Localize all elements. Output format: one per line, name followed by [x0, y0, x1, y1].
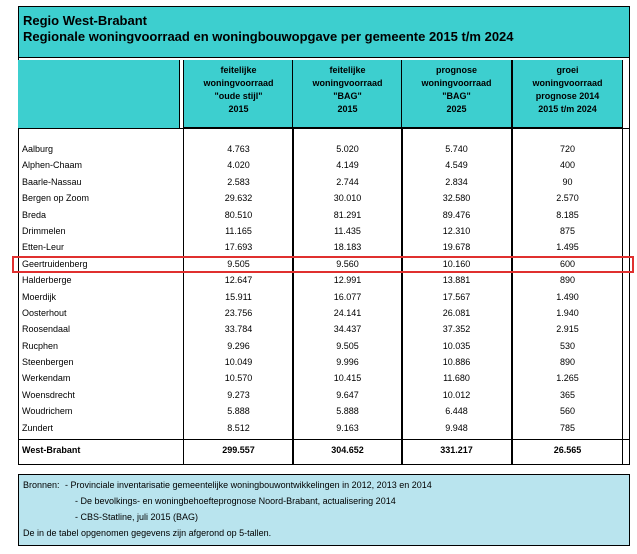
value-bag-2015: 5.020 — [336, 144, 359, 154]
value-oude-stijl: 11.165 — [225, 225, 252, 236]
column-header — [184, 60, 293, 128]
value-bag-2015: 4.149 — [336, 160, 359, 171]
value-prognose-2025: 12.310 — [442, 225, 471, 236]
value-groei: 400 — [559, 160, 576, 171]
value-oude-stijl: 9.505 — [227, 258, 250, 269]
value-groei: 720 — [559, 144, 576, 154]
header-line: 2025 — [446, 104, 467, 114]
value-groei: 560 — [559, 406, 576, 417]
value-groei: 890 — [559, 357, 576, 368]
value-prognose-2025: 26.081 — [442, 307, 471, 318]
table-row — [18, 338, 630, 354]
value-prognose-2025: 10.035 — [442, 340, 471, 351]
value-prognose-2025: 5.740 — [445, 144, 468, 154]
table-row — [18, 190, 630, 206]
value-oude-stijl: 12.647 — [224, 275, 253, 286]
sources-footer — [18, 474, 630, 546]
municipality-name: Zundert — [22, 422, 54, 433]
value-oude-stijl: 2.583 — [227, 176, 250, 187]
municipality-name: Werkendam — [22, 373, 71, 384]
value-oude-stijl: 5.888 — [227, 406, 250, 417]
value-prognose-2025: 2.834 — [445, 176, 468, 187]
header-line: 2015 — [337, 104, 358, 114]
value-prognose-2025: 89.476 — [442, 209, 471, 220]
value-prognose-2025: 11.680 — [443, 373, 470, 384]
total-groei: 26.565 — [553, 445, 582, 455]
header-line: 2015 t/m 2024 — [538, 104, 597, 114]
value-oude-stijl: 9.296 — [227, 340, 250, 351]
municipality-name: Oosterhout — [22, 307, 67, 318]
municipality-name: Roosendaal — [22, 324, 71, 335]
value-bag-2015: 24.141 — [333, 307, 362, 318]
value-bag-2015: 18.183 — [333, 242, 362, 253]
value-bag-2015: 16.077 — [333, 291, 362, 302]
header-divider — [18, 128, 630, 129]
table-row — [18, 223, 630, 239]
header-line: feitelijke — [329, 65, 366, 75]
value-bag-2015: 9.647 — [336, 389, 359, 400]
table-row — [18, 157, 630, 173]
header-line: woningvoorraad — [532, 78, 603, 88]
table-title-box — [18, 6, 630, 58]
municipality-name: Alphen-Chaam — [22, 160, 83, 171]
municipality-name: Bergen op Zoom — [22, 193, 90, 204]
municipality-name: Geertruidenberg — [22, 258, 88, 269]
column-header — [293, 60, 402, 128]
municipality-name: Aalburg — [22, 144, 54, 154]
value-groei: 2.915 — [556, 324, 579, 335]
value-prognose-2025: 9.948 — [445, 422, 468, 433]
value-oude-stijl: 8.512 — [227, 422, 250, 433]
value-oude-stijl: 4.020 — [227, 160, 250, 171]
table-row — [18, 420, 630, 436]
municipality-name: Baarle-Nassau — [22, 176, 82, 187]
total-oude-stijl: 299.557 — [222, 445, 255, 455]
value-groei: 365 — [559, 389, 576, 400]
header-line: woningvoorraad — [421, 78, 492, 88]
value-groei: 785 — [559, 422, 576, 433]
value-groei: 90 — [562, 176, 573, 187]
municipality-name: Etten-Leur — [22, 242, 65, 253]
header-line: prognose 2014 — [535, 91, 600, 101]
table-row — [18, 289, 630, 305]
value-oude-stijl: 10.570 — [224, 373, 253, 384]
municipality-name: Woudrichem — [22, 406, 73, 417]
table-row — [18, 239, 630, 255]
municipality-name: Halderberge — [22, 275, 72, 286]
header-line: woningvoorraad — [312, 78, 383, 88]
table-subtitle: Regionale woningvoorraad en woningbouwopgave per gemeente 2015 t/m 2024 — [23, 29, 514, 44]
value-groei: 8.185 — [556, 209, 579, 220]
municipality-name: Drimmelen — [22, 225, 66, 236]
municipality-name: Steenbergen — [22, 357, 74, 368]
table-row — [18, 207, 630, 223]
table-row — [18, 387, 630, 403]
value-prognose-2025: 10.160 — [442, 258, 471, 269]
header-line: feitelijke — [220, 65, 257, 75]
table-row — [18, 272, 630, 288]
value-bag-2015: 10.415 — [333, 373, 362, 384]
value-prognose-2025: 37.352 — [442, 324, 471, 335]
total-label: West-Brabant — [22, 445, 81, 455]
header-line: "oude stijl" — [214, 91, 263, 101]
source-line-3: - CBS-Statline, juli 2015 (BAG) — [75, 512, 199, 522]
total-divider — [18, 439, 630, 440]
municipality-name: Rucphen — [22, 340, 59, 351]
municipality-name: Moerdijk — [22, 291, 57, 302]
value-oude-stijl: 33.784 — [224, 324, 253, 335]
value-prognose-2025: 10.886 — [442, 357, 471, 368]
value-bag-2015: 30.010 — [333, 193, 362, 204]
header-line: prognose — [435, 65, 477, 75]
value-groei: 1.265 — [556, 373, 579, 384]
value-bag-2015: 34.437 — [333, 324, 362, 335]
source-line-2: - De bevolkings- en woningbehoefteprognose Noord-Brabant, actualisering 2014 — [75, 496, 396, 506]
value-oude-stijl: 15.911 — [225, 291, 252, 302]
header-line: woningvoorraad — [203, 78, 274, 88]
value-oude-stijl: 4.763 — [227, 144, 250, 154]
value-groei: 2.570 — [556, 193, 579, 204]
table-body — [18, 141, 630, 436]
municipality-name: Breda — [22, 209, 47, 220]
total-row — [18, 442, 630, 458]
table-row — [18, 305, 630, 321]
value-bag-2015: 81.291 — [333, 209, 362, 220]
table-row — [18, 370, 630, 386]
value-groei: 1.940 — [556, 307, 579, 318]
value-oude-stijl: 29.632 — [224, 193, 253, 204]
table-row — [18, 354, 630, 370]
value-groei: 875 — [559, 225, 576, 236]
source-line-1: - Provinciale inventarisatie gemeentelijke woningbouwontwikkelingen in 2012, 2013 en 2014 — [65, 480, 432, 490]
total-prognose-2025: 331.217 — [440, 445, 473, 455]
value-bag-2015: 9.163 — [336, 422, 359, 433]
value-prognose-2025: 19.678 — [442, 242, 471, 253]
column-header — [402, 60, 511, 128]
value-groei: 1.495 — [556, 242, 579, 253]
value-bag-2015: 11.435 — [334, 225, 361, 236]
total-bag-2015: 304.652 — [331, 445, 364, 455]
value-prognose-2025: 4.549 — [445, 160, 468, 171]
header-name-cell — [18, 60, 180, 128]
header-line: "BAG" — [442, 91, 471, 101]
value-bag-2015: 9.996 — [336, 357, 359, 368]
value-groei: 890 — [559, 275, 576, 286]
table-row — [18, 174, 630, 190]
value-oude-stijl: 80.510 — [224, 209, 253, 220]
table-row — [18, 141, 630, 157]
value-bag-2015: 5.888 — [336, 406, 359, 417]
region-title: Regio West-Brabant — [23, 13, 147, 28]
municipality-name: Woensdrecht — [22, 389, 75, 400]
value-prognose-2025: 32.580 — [442, 193, 471, 204]
value-groei: 530 — [559, 340, 576, 351]
table-row — [18, 403, 630, 419]
value-oude-stijl: 9.273 — [227, 389, 250, 400]
header-line: 2015 — [228, 104, 249, 114]
value-groei: 1.490 — [556, 291, 579, 302]
value-bag-2015: 9.505 — [336, 340, 359, 351]
value-prognose-2025: 13.881 — [442, 275, 471, 286]
header-line: groei — [556, 65, 579, 75]
total-section — [18, 442, 630, 458]
value-oude-stijl: 10.049 — [224, 357, 253, 368]
value-bag-2015: 12.991 — [333, 275, 362, 286]
value-prognose-2025: 17.567 — [442, 291, 471, 302]
value-oude-stijl: 17.693 — [224, 242, 253, 253]
highlight-geertruidenberg — [12, 256, 634, 273]
value-groei: 600 — [559, 258, 576, 269]
value-bag-2015: 2.744 — [336, 176, 359, 187]
sources-label: Bronnen: — [23, 480, 60, 490]
value-oude-stijl: 23.756 — [224, 307, 253, 318]
value-prognose-2025: 10.012 — [442, 389, 471, 400]
value-prognose-2025: 6.448 — [445, 406, 468, 417]
table-row — [18, 321, 630, 337]
column-header — [513, 60, 622, 128]
header-line: "BAG" — [333, 91, 362, 101]
rounding-note: De in de tabel opgenomen gegevens zijn afgerond op 5-tallen. — [23, 528, 272, 538]
value-bag-2015: 9.560 — [336, 258, 359, 269]
